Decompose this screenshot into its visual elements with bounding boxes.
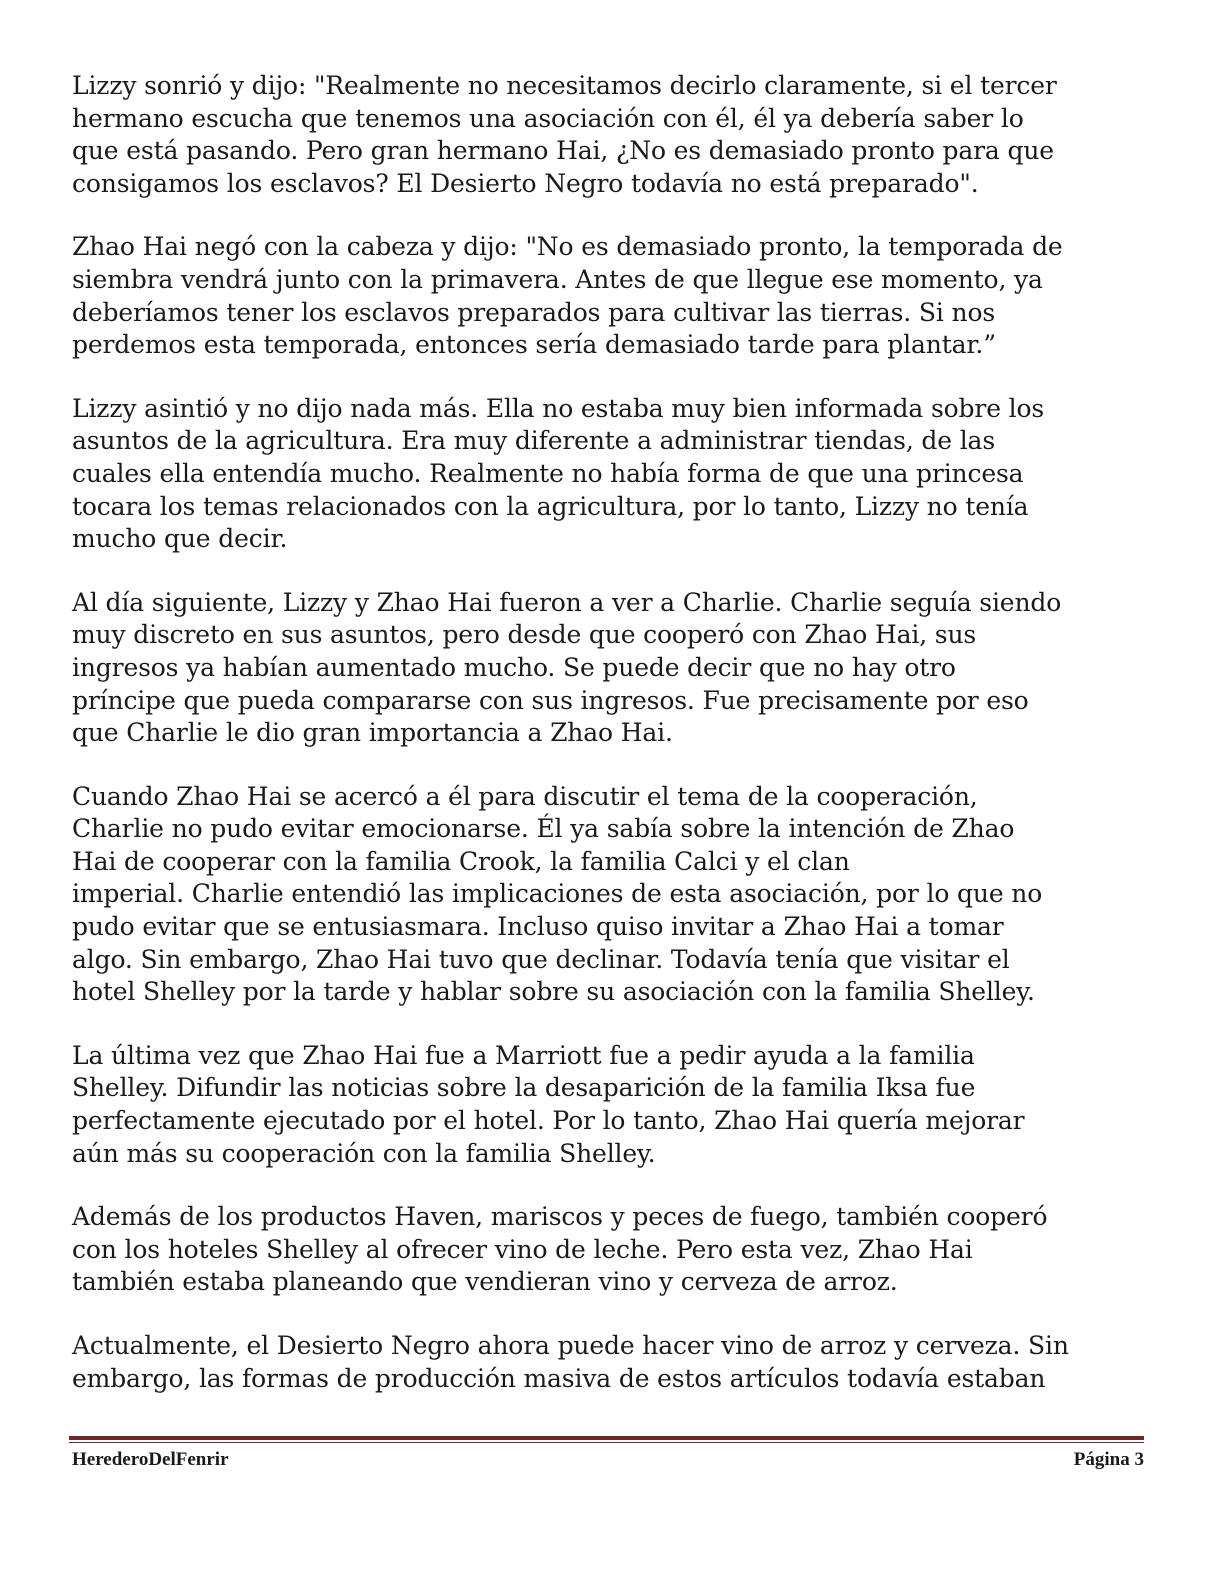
text-line: Shelley. Difundir las noticias sobre la desaparición de la familia Iksa fue — [72, 1073, 976, 1103]
text-line: consigamos los esclavos? El Desierto Negro todavía no está preparado". — [72, 168, 979, 198]
paragraph — [72, 1040, 1152, 1170]
text-line: algo. Sin embargo, Zhao Hai tuvo que declinar. Todavía tenía que visitar el — [72, 944, 1010, 974]
text-line: Zhao Hai negó con la cabeza y dijo: "No es demasiado pronto, la temporada de — [72, 232, 1063, 262]
paragraph — [72, 587, 1152, 750]
page-number: Página 3 — [1073, 1449, 1144, 1470]
text-line: también estaba planeando que vendieran vino y cerveza de arroz. — [72, 1267, 898, 1297]
text-line: La última vez que Zhao Hai fue a Marriott fue a pedir ayuda a la familia — [72, 1040, 975, 1070]
text-line: siembra vendrá junto con la primavera. Antes de que llegue ese momento, ya — [72, 264, 1043, 294]
paragraph — [72, 70, 1152, 200]
footer-author: HerederoDelFenrir — [72, 1449, 229, 1470]
text-line: embargo, las formas de producción masiva de estos artículos todavía estaban — [72, 1363, 1046, 1393]
footer-rule-thin — [69, 1442, 1144, 1443]
text-line: que Charlie le dio gran importancia a Zhao Hai. — [72, 718, 673, 748]
text-line: cuales ella entendía mucho. Realmente no había forma de que una princesa — [72, 458, 1024, 488]
text-line: Lizzy sonrió y dijo: "Realmente no necesitamos decirlo claramente, si el tercer — [72, 71, 1057, 100]
text-line: hermano escucha que tenemos una asociación con él, él ya debería saber lo — [72, 103, 1024, 133]
text-line: deberíamos tener los esclavos preparados para cultivar las tierras. Si nos — [72, 297, 996, 327]
footer-rule — [69, 1436, 1144, 1440]
text-line: imperial. Charlie entendió las implicaciones de esta asociación, por lo que no — [72, 879, 1043, 909]
paragraph — [72, 781, 1152, 1009]
text-line: Cuando Zhao Hai se acercó a él para discutir el tema de la cooperación, — [72, 781, 978, 811]
text-line: Además de los productos Haven, mariscos y peces de fuego, también cooperó — [72, 1202, 1048, 1232]
text-line: con los hoteles Shelley al ofrecer vino de leche. Pero esta vez, Zhao Hai — [72, 1234, 973, 1264]
text-line: perfectamente ejecutado por el hotel. Por lo tanto, Zhao Hai quería mejorar — [72, 1106, 1025, 1136]
text-line: Actualmente, el Desierto Negro ahora puede hacer vino de arroz y cerveza. Sin — [72, 1331, 1069, 1360]
body-text — [72, 70, 1152, 1395]
paragraph — [72, 393, 1152, 556]
text-line: asuntos de la agricultura. Era muy diferente a administrar tiendas, de las — [72, 426, 995, 456]
text-line: príncipe que pueda compararse con sus ingresos. Fue precisamente por eso — [72, 685, 1029, 715]
text-line: Al día siguiente, Lizzy y Zhao Hai fueron a ver a Charlie. Charlie seguía siendo — [72, 587, 1062, 617]
text-line: hotel Shelley por la tarde y hablar sobre su asociación con la familia Shelley. — [72, 977, 1035, 1007]
text-line: muy discreto en sus asuntos, pero desde que cooperó con Zhao Hai, sus — [72, 620, 977, 650]
text-line: aún más su cooperación con la familia Shelley. — [72, 1138, 656, 1168]
text-line: Charlie no pudo evitar emocionarse. Él ya sabía sobre la intención de Zhao — [72, 814, 1015, 844]
text-line: perdemos esta temporada, entonces sería demasiado tarde para plantar.” — [72, 330, 996, 360]
text-line: tocara los temas relacionados con la agricultura, por lo tanto, Lizzy no tenía — [72, 491, 1029, 521]
text-line: Hai de cooperar con la familia Crook, la familia Calci y el clan — [72, 846, 850, 876]
text-line: que está pasando. Pero gran hermano Hai, ¿No es demasiado pronto para que — [72, 136, 1054, 166]
text-line: ingresos ya habían aumentado mucho. Se puede decir que no hay otro — [72, 652, 956, 682]
text-line: mucho que decir. — [72, 524, 288, 554]
paragraph — [72, 231, 1152, 361]
paragraph — [72, 1201, 1152, 1299]
text-line: Lizzy asintió y no dijo nada más. Ella no estaba muy bien informada sobre los — [72, 393, 1045, 423]
text-line: pudo evitar que se entusiasmara. Incluso quiso invitar a Zhao Hai a tomar — [72, 912, 1004, 942]
paragraph — [72, 1330, 1152, 1395]
